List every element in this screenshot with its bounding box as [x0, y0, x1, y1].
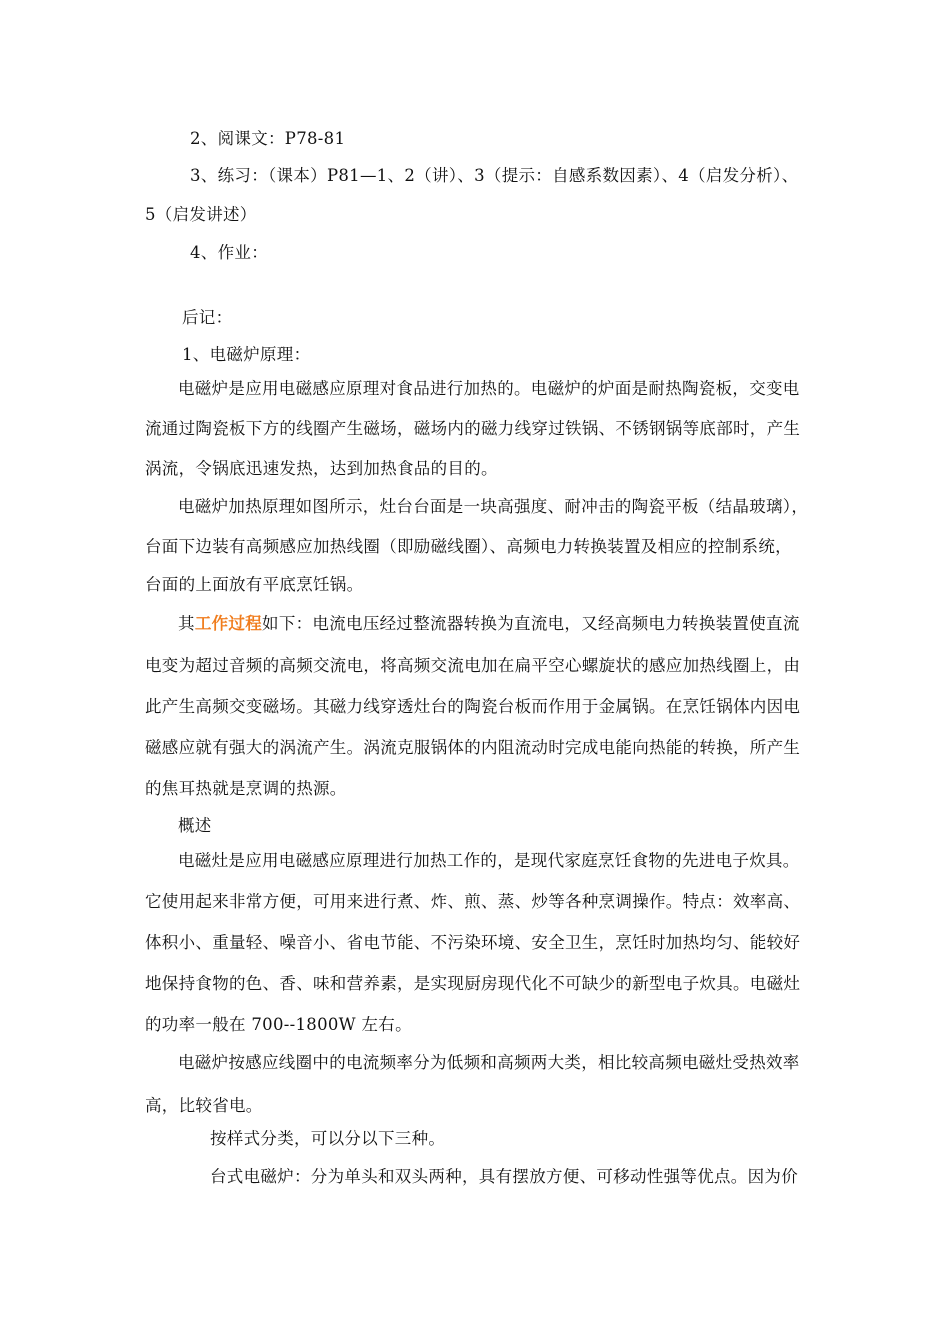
step-2-reading: 2、阅课文：P78-81: [190, 129, 346, 148]
text-run: 如下：电流电压经过整流器转换为直流电，又经高频电力转换装置使直流: [262, 614, 800, 633]
step-4-homework: 4、作业：: [190, 243, 268, 262]
paragraph-line: 的功率一般在 700--1800W 左右。: [145, 1015, 412, 1034]
paragraph-line: 电磁炉加热原理如图所示，灶台台面是一块高强度、耐冲击的陶瓷平板（结晶玻璃），: [178, 497, 809, 516]
paragraph-line: 地保持食物的色、香、味和营养素，是实现厨房现代化不可缺少的新型电子炊具。电磁灶: [145, 974, 801, 993]
paragraph-line: 的焦耳热就是烹调的热源。: [145, 779, 347, 798]
paragraph-line: 磁感应就有强大的涡流产生。涡流克服锅体的内阻流动时完成电能向热能的转换，所产生: [145, 738, 801, 757]
paragraph-line: 电磁炉是应用电磁感应原理对食品进行加热的。电磁炉的炉面是耐热陶瓷板，交变电: [178, 379, 800, 398]
paragraph-line: 流通过陶瓷板下方的线圈产生磁场，磁场内的磁力线穿过铁锅、不锈钢锅等底部时，产生: [145, 419, 801, 438]
paragraph-line: 高，比较省电。: [145, 1096, 263, 1115]
paragraph-line: 涡流，令锅底迅速发热，达到加热食品的目的。: [145, 459, 498, 478]
section-heading-principle: 1、电磁炉原理：: [182, 345, 311, 364]
paragraph-line: 台式电磁炉：分为单头和双头两种，具有摆放方便、可移动性强等优点。因为价: [210, 1167, 798, 1186]
paragraph-line: 电磁灶是应用电磁感应原理进行加热工作的，是现代家庭烹饪食物的先进电子炊具。: [178, 851, 800, 870]
paragraph-line: 电磁炉按感应线圈中的电流频率分为低频和高频两大类，相比较高频电磁灶受热效率: [178, 1053, 800, 1072]
paragraph-line: 电变为超过音频的高频交流电，将高频交流电加在扁平空心螺旋状的感应加热线圈上，由: [145, 656, 801, 675]
paragraph-line: 此产生高频交变磁场。其磁力线穿透灶台的陶瓷台板而作用于金属锅。在烹饪锅体内因电: [145, 697, 801, 716]
paragraph-line: 台面的上面放有平底烹饪锅。: [145, 575, 364, 594]
paragraph-line: 体积小、重量轻、噪音小、省电节能、不污染环境、安全卫生，烹饪时加热均匀、能较好: [145, 933, 801, 952]
paragraph-line: 按样式分类，可以分以下三种。: [210, 1129, 446, 1148]
step-3-exercises-cont: 5（启发讲述）: [145, 205, 257, 224]
paragraph-line: 它使用起来非常方便，可用来进行煮、炸、煎、蒸、炒等各种烹调操作。特点：效率高、: [145, 892, 801, 911]
text-run: 其: [178, 614, 195, 633]
section-heading-overview: 概述: [178, 816, 212, 835]
postscript-heading: 后记：: [182, 308, 233, 327]
step-3-exercises: 3、练习：（课本）P81—1、2（讲）、3（提示：自感系数因素）、4（启发分析）、: [190, 166, 799, 185]
paragraph-line: 台面下边装有高频感应加热线圈（即励磁线圈）、高频电力转换装置及相应的控制系统，: [145, 537, 792, 556]
paragraph-line-working-process: [178, 614, 800, 634]
highlighted-term: 工作过程: [194, 614, 263, 633]
